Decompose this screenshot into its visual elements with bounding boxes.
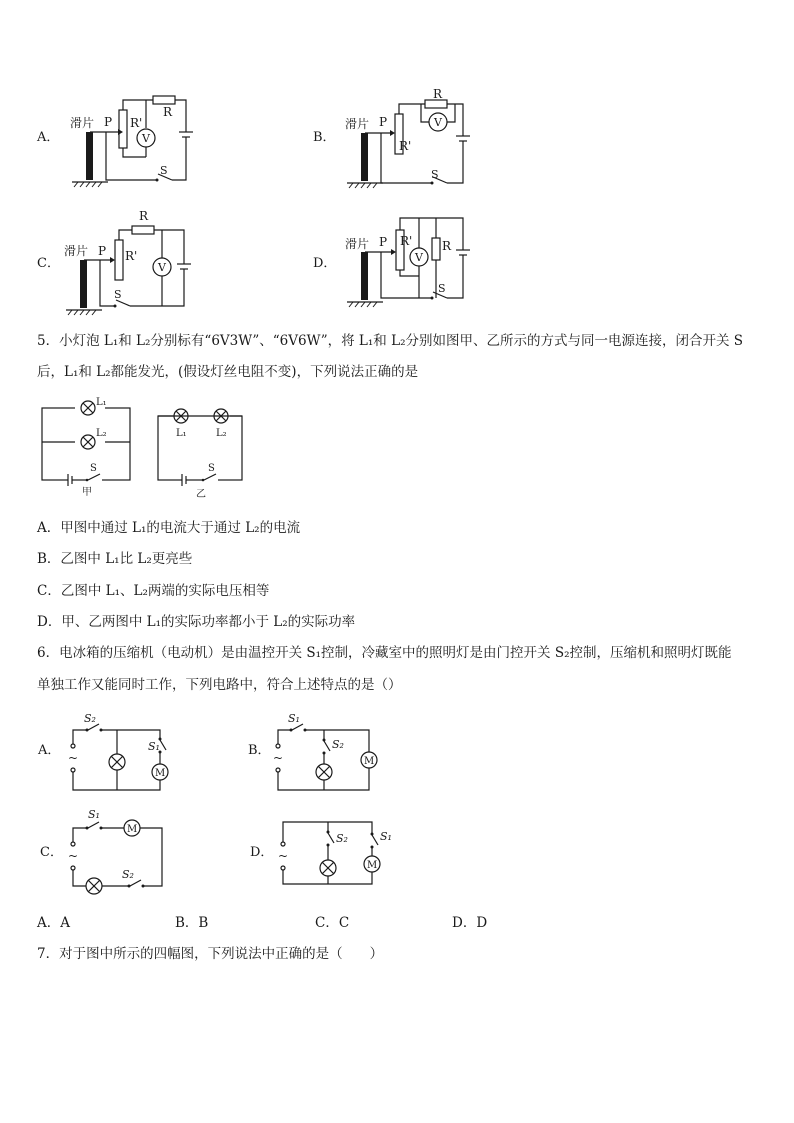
svg-text:R: R bbox=[163, 105, 173, 119]
svg-text:M: M bbox=[127, 824, 138, 835]
svg-text:P: P bbox=[98, 244, 107, 258]
q6-circuit-d bbox=[250, 814, 400, 894]
svg-text:R': R' bbox=[399, 139, 412, 153]
q4-circuit-a bbox=[68, 92, 203, 187]
q4-option-b-letter: B． bbox=[313, 130, 336, 145]
q6-circuit-c bbox=[40, 806, 180, 896]
q4-circuit-b bbox=[343, 88, 483, 188]
q6-answer-d[interactable]: D．D bbox=[452, 915, 488, 931]
q5-stem-line2: 后，L₁和 L₂都能发光，(假设灯丝电阻不变)，下列说法正确的是 bbox=[37, 364, 419, 380]
q4-option-a-letter: A． bbox=[37, 130, 60, 145]
svg-text:R: R bbox=[442, 239, 452, 253]
svg-text:S₁: S₁ bbox=[288, 712, 300, 725]
svg-text:S₁: S₁ bbox=[380, 830, 392, 843]
svg-text:R': R' bbox=[125, 249, 138, 263]
svg-text:S: S bbox=[431, 168, 439, 181]
q5-option-b[interactable]: B．乙图中 L₁比 L₂更亮些 bbox=[37, 551, 193, 567]
q4-option-d-letter: D． bbox=[313, 256, 337, 271]
svg-text:P: P bbox=[379, 115, 388, 129]
svg-text:滑片: 滑片 bbox=[345, 237, 370, 251]
q5-option-d[interactable]: D．甲、乙两图中 L₁的实际功率都小于 L₂的实际功率 bbox=[37, 614, 356, 630]
svg-text:S₂: S₂ bbox=[332, 738, 344, 751]
q6-circuit-b bbox=[248, 710, 398, 795]
svg-text:L₂: L₂ bbox=[96, 428, 107, 439]
svg-text:S₂: S₂ bbox=[84, 712, 96, 725]
svg-text:P: P bbox=[379, 235, 388, 249]
svg-text:V: V bbox=[434, 116, 442, 129]
svg-text:L₁: L₁ bbox=[96, 397, 107, 408]
resistor bbox=[153, 96, 175, 104]
q5-option-c[interactable]: C．乙图中 L₁、L₂两端的实际电压相等 bbox=[37, 583, 270, 599]
svg-text:L₁: L₁ bbox=[176, 428, 187, 439]
svg-text:S₂: S₂ bbox=[336, 832, 348, 845]
svg-text:M: M bbox=[367, 860, 378, 871]
svg-text:R: R bbox=[433, 87, 443, 101]
svg-text:滑片: 滑片 bbox=[64, 244, 89, 258]
q5-stem-line1: 5．小灯泡 L₁和 L₂分别标有“6V3W”、“6V6W”，将 L₁和 L₂分别如图甲、乙所示的方式与同一电源连接，闭合开关 S bbox=[37, 333, 744, 349]
svg-text:V: V bbox=[415, 251, 423, 264]
q5-option-a[interactable]: A．甲图中通过 L₁的电流大于通过 L₂的电流 bbox=[37, 520, 301, 536]
slider-label: 滑片 bbox=[70, 116, 95, 130]
svg-text:A．: A． bbox=[38, 743, 61, 758]
svg-text:R: R bbox=[139, 209, 149, 223]
q4-circuit-d bbox=[343, 210, 483, 310]
svg-text:D．: D． bbox=[250, 845, 274, 860]
svg-text:M: M bbox=[155, 768, 166, 779]
q4-option-c-letter: C． bbox=[37, 256, 60, 271]
q5-figure-yi bbox=[156, 404, 246, 499]
rheostat bbox=[119, 110, 127, 148]
svg-text:乙: 乙 bbox=[196, 489, 206, 500]
q7-stem: 7．对于图中所示的四幅图，下列说法中正确的是（ ） bbox=[37, 946, 384, 962]
svg-text:S: S bbox=[208, 463, 215, 474]
svg-text:S₂: S₂ bbox=[122, 868, 134, 881]
svg-text:V: V bbox=[142, 132, 150, 145]
svg-text:S: S bbox=[438, 282, 446, 295]
q4-circuit-c bbox=[62, 208, 197, 316]
q6-answer-a[interactable]: A．A bbox=[37, 915, 70, 931]
svg-text:~: ~ bbox=[68, 849, 79, 863]
svg-text:~: ~ bbox=[273, 751, 284, 765]
svg-text:S₁: S₁ bbox=[88, 808, 100, 821]
svg-text:滑片: 滑片 bbox=[345, 117, 370, 131]
slider-post bbox=[86, 132, 93, 180]
svg-text:V: V bbox=[158, 261, 166, 274]
svg-text:S: S bbox=[160, 164, 168, 177]
q5-figure-jia bbox=[40, 396, 135, 496]
svg-text:~: ~ bbox=[68, 751, 79, 765]
q6-answer-c[interactable]: C．C bbox=[315, 915, 350, 931]
q6-answer-b[interactable]: B．B bbox=[175, 915, 209, 931]
q6-stem-line2: 单独工作又能同时工作，下列电路中，符合上述特点的是（） bbox=[37, 677, 402, 693]
svg-text:M: M bbox=[364, 756, 375, 767]
svg-text:S: S bbox=[114, 288, 122, 301]
svg-text:B．: B． bbox=[248, 743, 271, 758]
svg-text:S: S bbox=[90, 463, 97, 474]
q6-stem-line1: 6．电冰箱的压缩机（电动机）是由温控开关 S₁控制，冷藏室中的照明灯是由门控开关 S₂控制，压缩机和照明灯既能 bbox=[37, 645, 732, 661]
q6-circuit-a bbox=[38, 710, 188, 795]
svg-text:甲: 甲 bbox=[82, 487, 92, 498]
svg-text:R': R' bbox=[400, 234, 413, 248]
svg-text:R': R' bbox=[130, 116, 143, 130]
svg-text:S₁: S₁ bbox=[148, 740, 160, 753]
svg-text:C．: C． bbox=[40, 845, 63, 860]
svg-text:~: ~ bbox=[278, 849, 289, 863]
p-label: P bbox=[104, 115, 113, 129]
svg-text:L₂: L₂ bbox=[216, 428, 227, 439]
